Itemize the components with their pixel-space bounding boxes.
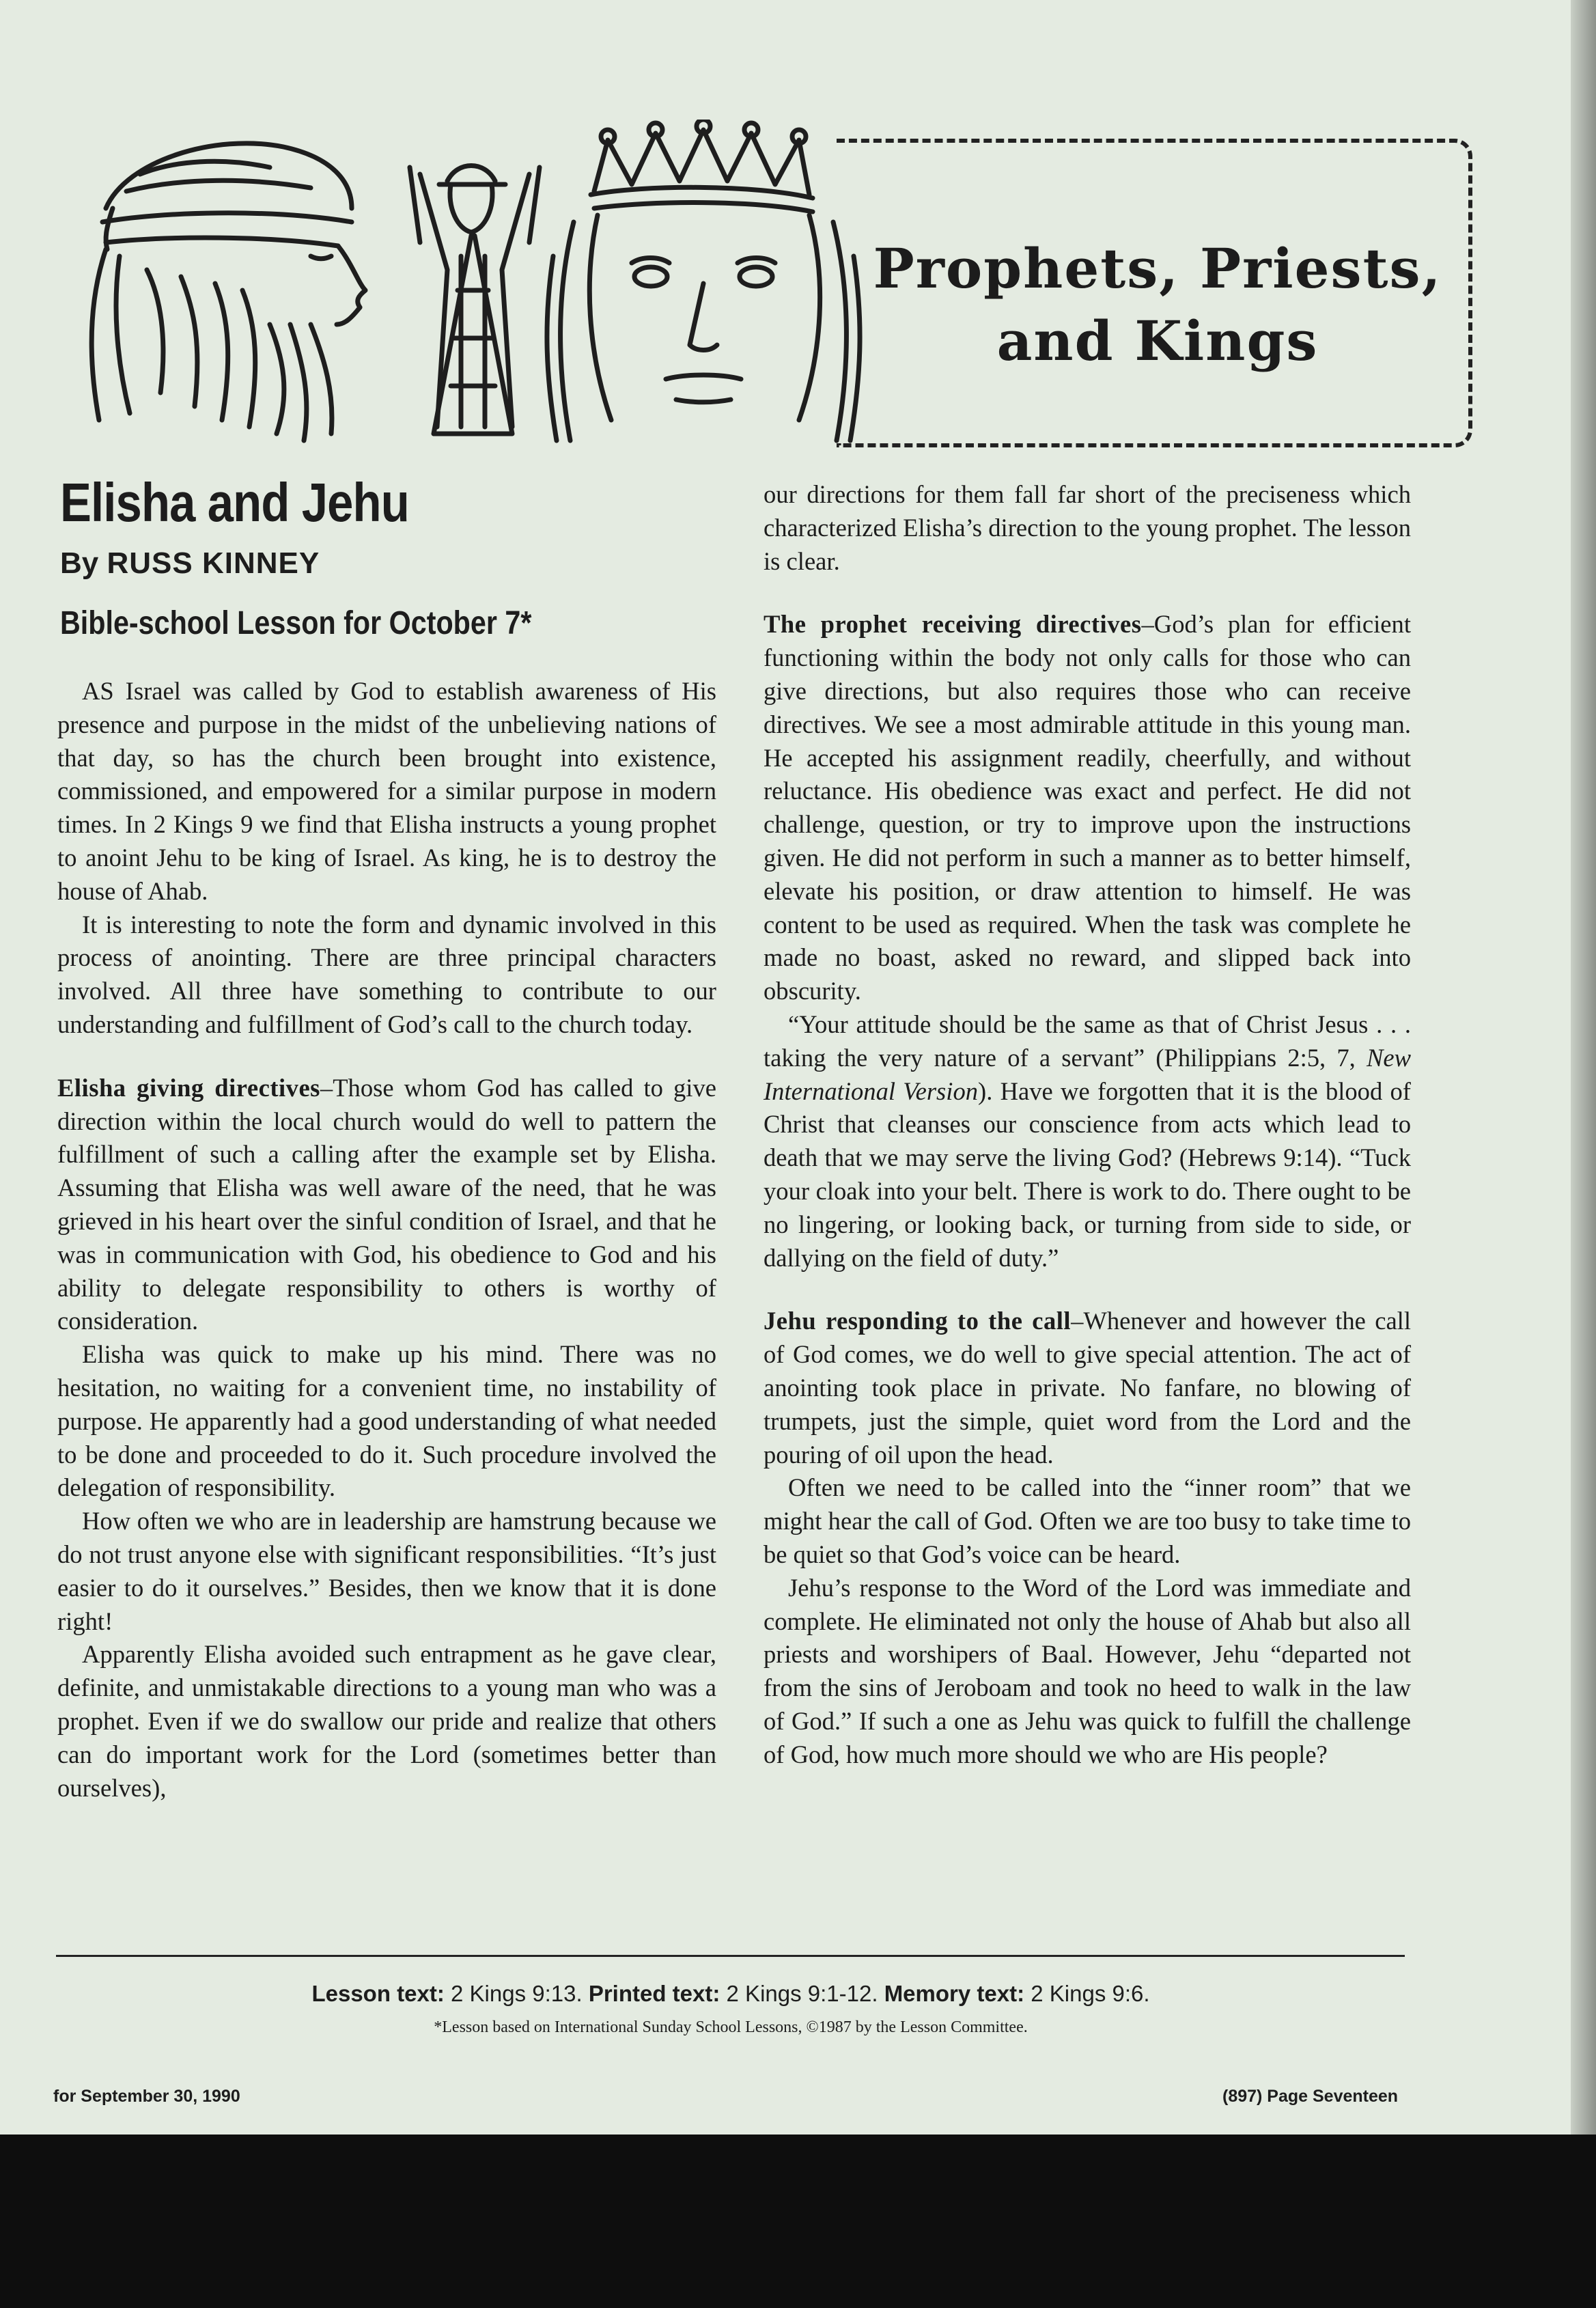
memory-text-value: 2 Kings 9:6.: [1031, 1981, 1150, 2006]
bible-version: New International Version: [764, 1043, 1411, 1105]
footer-rule: [56, 1955, 1405, 1957]
footnote: *Lesson based on International Sunday School Lessons, ©1987 by the Lesson Committee.: [434, 2018, 1028, 2036]
prophet-priest-king-illustration: [65, 120, 871, 454]
paragraph: AS Israel was called by God to establish awareness of His presence and purpose in the midst of the unbelieving nations of that day, so has the church been brought into existence, commissioned, and empowered for a similar purpose in modern times. In 2 Kings 9 we find that Elisha instructs a young prophet to anoint Jehu to be king of Israel. As king, he is to destroy the house of Ahab.: [57, 677, 716, 905]
paragraph: [764, 608, 1411, 1008]
paragraph: Often we need to be called into the “inner room” that we might hear the call of God. Often we are too busy to take time to be quiet so that God’s voice can be heard.: [764, 1473, 1411, 1568]
banner-title-line-2: and Kings: [996, 309, 1319, 373]
page-number: (897) Page Seventeen: [1222, 2087, 1399, 2106]
left-column: [57, 675, 716, 1805]
memory-text-label: Memory text:: [884, 1981, 1025, 2006]
paragraph-text: –God’s plan for efficient functioning within the body not only calls for those who can give directions, but also requires those who can receive directives. We see a most admirable attitude in this young man. He accepted his assignment readily, cheerfully, and without reluctance. His obedience was exact and perfect. He did not challenge, question, or try to improve upon the instructions given. He did not perform in such a manner as to better himself, elevate his position, or draw attention to himself. He was content to be used as required. When the task was complete he made no boast, asked no reward, and slipped back into obscurity.: [764, 610, 1411, 1005]
page-spine: [1571, 0, 1596, 2141]
paragraph: It is interesting to note the form and dynamic involved in this process of anointing. There are three principal characters involved. All three have something to contribute to our understanding and fulfillment of God’s call to the church today.: [57, 910, 716, 1038]
header-banner: [65, 120, 1442, 454]
section-heading: The prophet receiving directives: [764, 610, 1142, 639]
issue-date: for September 30, 1990: [53, 2087, 240, 2106]
scan-shadow: [0, 2135, 1596, 2308]
paragraph: [764, 1008, 1411, 1275]
banner-title: [860, 232, 1455, 377]
lesson-heading: Bible-school Lesson for October 7*: [60, 605, 532, 641]
paragraph: Elisha was quick to make up his mind. There was no hesitation, no waiting for a convenient time, no instability of purpose. He apparently had a good understanding of what needed to be done and proceeded to do it. Such procedure involved the delegation of responsibility.: [57, 1340, 716, 1502]
paragraph-text: –Whenever and however the call of God comes, we do well to give special attention. The act of anointing took place in private. No fanfare, no blowing of trumpets, just the simple, quiet word from the Lord and the pouring of oil upon the head.: [764, 1307, 1411, 1469]
lesson-text-value: 2 Kings 9:13.: [451, 1981, 583, 2006]
section-heading: Elisha giving directives: [57, 1073, 320, 1102]
paragraph-text: –Those whom God has called to give direction within the local church would do well to pattern the fulfillment of such a calling after the example set by Elisha. Assuming that Elisha was well aware of the need, that he was grieved in his heart over the sinful condition of Israel, and that he was in communication with God, his obedience to God and his ability to delegate responsibility to others is worthy of consideration.: [57, 1073, 716, 1335]
lesson-text-label: Lesson text:: [311, 1981, 445, 2006]
lesson-references: [0, 1981, 1461, 2007]
banner-title-line-1: Prophets, Priests,: [873, 236, 1442, 301]
paragraph: [57, 1072, 716, 1338]
paragraph-text: ). Have we forgotten that it is the blood of Christ that cleanses our conscience from acts which lead to death that we may serve the living God? (Hebrews 9:14). “Tuck your cloak into your belt. There is work to do. There ought to be no lingering, or looking back, or turning from side to side, or dallying on the field of duty.”: [764, 1076, 1411, 1272]
right-column: [764, 478, 1411, 1771]
paragraph: How often we who are in leadership are hamstrung because we do not trust anyone else with significant responsibilities. “It’s just easier to do it ourselves.” Besides, then we know that it is done right!: [57, 1507, 716, 1635]
printed-text-value: 2 Kings 9:1-12.: [726, 1981, 878, 2006]
byline-prefix: By: [60, 546, 99, 580]
paragraph: Jehu’s response to the Word of the Lord was immediate and complete. He eliminated not only the house of Ahab but also all priests and worshipers of Baal. However, Jehu “departed not from the sins of Jeroboam and took no heed to walk in the law of God.” If such a one as Jehu was quick to fulfill the challenge of God, how much more should we who are His people?: [764, 1573, 1411, 1768]
author-name: RUSS KINNEY: [107, 546, 320, 580]
article-title: Elisha and Jehu: [60, 472, 409, 533]
printed-text-label: Printed text:: [588, 1981, 720, 2006]
paragraph-text: “Your attitude should be the same as that of Christ Jesus . . . taking the very nature of a servant” (Philippians 2:5, 7,: [764, 1010, 1411, 1072]
paragraph: Apparently Elisha avoided such entrapment as he gave clear, definite, and unmistakable directions to a young man who was a prophet. Even if we do swallow our pride and realize that others can do important work for the Lord (sometimes better than ourselves),: [57, 1640, 716, 1802]
section-heading: Jehu responding to the call: [764, 1307, 1072, 1335]
paragraph: [764, 1305, 1411, 1471]
paragraph: our directions for them fall far short of the preciseness which characterized Elisha’s direction to the young prophet. The lesson is clear.: [764, 480, 1411, 575]
byline: [60, 546, 320, 581]
